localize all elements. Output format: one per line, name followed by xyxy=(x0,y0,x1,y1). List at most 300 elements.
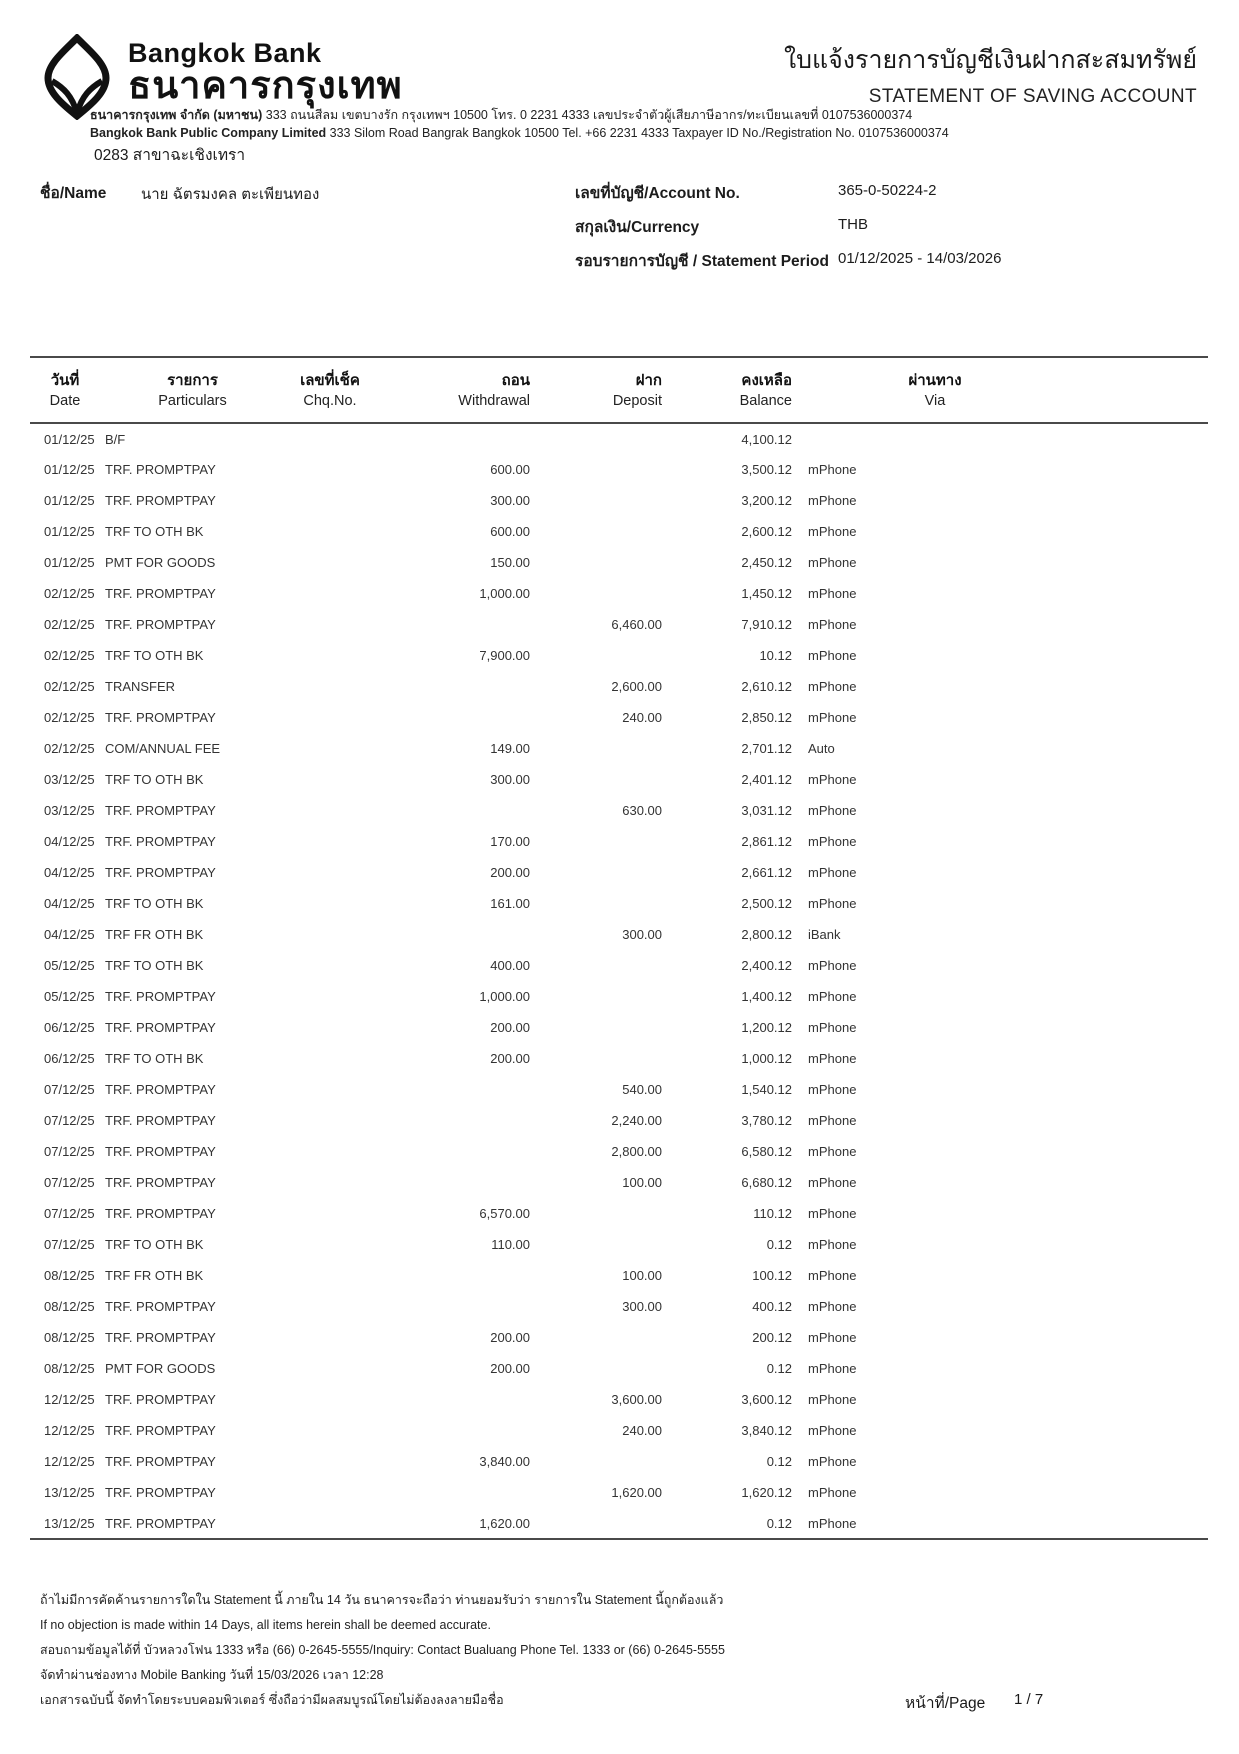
cell-particulars: TRF. PROMPTPAY xyxy=(105,1454,216,1469)
cell-date: 01/12/25 xyxy=(44,462,95,477)
cell-date: 07/12/25 xyxy=(44,1144,95,1159)
cell-via: mPhone xyxy=(808,710,857,725)
cell-date: 01/12/25 xyxy=(44,524,95,539)
cell-balance: 100.12 xyxy=(752,1268,792,1283)
cell-chq_no xyxy=(285,888,375,919)
cell-via: mPhone xyxy=(808,586,857,601)
cell-withdrawal: 200.00 xyxy=(490,1361,530,1376)
table-row xyxy=(30,1105,1208,1136)
cell-balance: 6,680.12 xyxy=(741,1175,792,1190)
cell-particulars: TRF. PROMPTPAY xyxy=(105,586,216,601)
cell-chq_no xyxy=(285,1260,375,1291)
cell-withdrawal: 200.00 xyxy=(490,1330,530,1345)
cell-via: mPhone xyxy=(808,462,857,477)
cell-date: 05/12/25 xyxy=(44,958,95,973)
cell-particulars: TRF. PROMPTPAY xyxy=(105,1485,216,1500)
cell-withdrawal xyxy=(375,702,530,733)
bank-address-th xyxy=(90,108,949,123)
cell-balance: 3,600.12 xyxy=(741,1392,792,1407)
cell-balance: 10.12 xyxy=(759,648,792,663)
cell-balance: 110.12 xyxy=(753,1206,792,1221)
account-no-label: เลขที่บัญชี/Account No. xyxy=(575,185,740,202)
cell-balance: 1,200.12 xyxy=(741,1020,792,1035)
cell-balance: 2,450.12 xyxy=(741,555,792,570)
cell-balance: 2,800.12 xyxy=(741,927,792,942)
cell-chq_no xyxy=(285,1322,375,1353)
cell-balance: 2,701.12 xyxy=(741,741,792,756)
cell-particulars: TRF. PROMPTPAY xyxy=(105,1515,216,1531)
cell-chq_no xyxy=(285,1446,375,1477)
cell-date: 04/12/25 xyxy=(44,896,95,911)
cell-balance: 6,580.12 xyxy=(741,1144,792,1159)
table-row xyxy=(30,764,1208,795)
currency-value: THB xyxy=(838,216,868,233)
column-header-withdrawal-en: Withdrawal xyxy=(458,393,530,409)
cell-chq_no xyxy=(285,1384,375,1415)
cell-via xyxy=(792,423,1208,454)
column-header-date-th: วันที่ xyxy=(50,371,80,389)
cell-date: 12/12/25 xyxy=(44,1423,95,1438)
cell-balance: 0.12 xyxy=(766,1361,792,1376)
cell-deposit: 240.00 xyxy=(622,710,662,725)
table-row xyxy=(30,795,1208,826)
cell-via: mPhone xyxy=(808,1020,857,1035)
cell-via: mPhone xyxy=(808,1392,857,1407)
account-no-value: 365-0-50224-2 xyxy=(838,182,937,199)
cell-deposit: 1,620.00 xyxy=(611,1485,662,1500)
cell-via: mPhone xyxy=(808,1515,857,1531)
cell-via: mPhone xyxy=(808,555,857,570)
cell-date: 08/12/25 xyxy=(44,1268,95,1283)
cell-date: 05/12/25 xyxy=(44,989,95,1004)
cell-via: mPhone xyxy=(808,1454,857,1469)
cell-withdrawal: 200.00 xyxy=(490,865,530,880)
cell-chq_no xyxy=(285,578,375,609)
cell-withdrawal: 150.00 xyxy=(490,555,530,570)
cell-withdrawal: 200.00 xyxy=(490,1020,530,1035)
cell-deposit xyxy=(530,547,662,578)
table-row xyxy=(30,1260,1208,1291)
cell-particulars: TRF. PROMPTPAY xyxy=(105,803,216,818)
cell-balance: 3,031.12 xyxy=(741,803,792,818)
cell-date: 06/12/25 xyxy=(44,1020,95,1035)
cell-withdrawal xyxy=(375,1477,530,1508)
page-label: หน้าที่/Page xyxy=(905,1695,986,1712)
cell-date: 04/12/25 xyxy=(44,834,95,849)
cell-deposit xyxy=(530,1012,662,1043)
cell-withdrawal xyxy=(375,671,530,702)
column-header-chq_no-th: เลขที่เช็ค xyxy=(300,371,360,389)
table-row xyxy=(30,1074,1208,1105)
cell-deposit xyxy=(530,733,662,764)
note-objection-th: ถ้าไม่มีการคัดค้านรายการใดใน Statement นี้ ภายใน 14 วัน ธนาคารจะถือว่า ท่านยอมรับว่า รายการใน Statement นี้ถูกต้องแล้ว xyxy=(40,1593,724,1607)
cell-deposit: 2,240.00 xyxy=(611,1113,662,1128)
table-row xyxy=(30,1446,1208,1477)
cell-via: mPhone xyxy=(808,958,857,973)
cell-via: mPhone xyxy=(808,1330,857,1345)
note-generated: จัดทำผ่านช่องทาง Mobile Banking วันที่ 15/03/2026 เวลา 12:28 xyxy=(40,1668,384,1682)
cell-date: 01/12/25 xyxy=(44,493,95,508)
cell-date: 07/12/25 xyxy=(44,1206,95,1221)
cell-balance: 2,610.12 xyxy=(741,679,792,694)
bank-address-th-name: ธนาคารกรุงเทพ จำกัด (มหาชน) xyxy=(90,108,263,122)
note-inquiry: สอบถามข้อมูลได้ที่ บัวหลวงโฟน 1333 หรือ (66) 0-2645-5555/Inquiry: Contact Bualuang Phone Tel. 1333 or (66) 0-2645-5555 xyxy=(40,1643,725,1657)
cell-via: mPhone xyxy=(808,617,857,632)
cell-date: 01/12/25 xyxy=(44,431,95,447)
column-header-via-th: ผ่านทาง xyxy=(908,371,962,389)
cell-via: mPhone xyxy=(808,834,857,849)
cell-chq_no xyxy=(285,609,375,640)
cell-deposit xyxy=(530,981,662,1012)
cell-withdrawal: 161.00 xyxy=(490,896,530,911)
cell-date: 12/12/25 xyxy=(44,1454,95,1469)
cell-deposit xyxy=(530,826,662,857)
cell-deposit xyxy=(530,516,662,547)
table-row xyxy=(30,1136,1208,1167)
cell-deposit: 100.00 xyxy=(622,1175,662,1190)
column-header-withdrawal-th: ถอน xyxy=(501,371,530,389)
cell-particulars: TRF TO OTH BK xyxy=(105,648,204,663)
table-row xyxy=(30,888,1208,919)
cell-particulars: TRF TO OTH BK xyxy=(105,958,204,973)
cell-via: mPhone xyxy=(808,1113,857,1128)
cell-chq_no xyxy=(285,671,375,702)
cell-withdrawal xyxy=(375,1384,530,1415)
cell-chq_no xyxy=(285,1136,375,1167)
cell-chq_no xyxy=(285,485,375,516)
header-row-en xyxy=(30,393,1208,423)
cell-via: mPhone xyxy=(808,896,857,911)
bank-name-en: Bangkok Bank xyxy=(128,38,322,68)
cell-balance: 0.12 xyxy=(766,1237,792,1252)
page-value: 1 / 7 xyxy=(1014,1691,1044,1708)
bank-logo-text xyxy=(128,34,403,105)
cell-date: 08/12/25 xyxy=(44,1299,95,1314)
cell-particulars: TRF TO OTH BK xyxy=(105,1237,204,1252)
transactions-header xyxy=(30,357,1208,423)
cell-withdrawal: 3,840.00 xyxy=(479,1454,530,1469)
cell-chq_no xyxy=(285,1508,375,1539)
document-title-th: ใบแจ้งรายการบัญชีเงินฝากสะสมทรัพย์ xyxy=(783,46,1197,74)
cell-particulars: TRF. PROMPTPAY xyxy=(105,1113,216,1128)
cell-chq_no xyxy=(285,1291,375,1322)
cell-chq_no xyxy=(285,950,375,981)
cell-chq_no xyxy=(285,547,375,578)
table-row xyxy=(30,1043,1208,1074)
cell-withdrawal: 6,570.00 xyxy=(479,1206,530,1221)
cell-particulars: TRF. PROMPTPAY xyxy=(105,617,216,632)
cell-particulars: TRF. PROMPTPAY xyxy=(105,462,216,477)
cell-date: 02/12/25 xyxy=(44,710,95,725)
cell-date: 08/12/25 xyxy=(44,1361,95,1376)
column-header-particulars-en: Particulars xyxy=(158,393,227,409)
cell-date: 02/12/25 xyxy=(44,648,95,663)
cell-withdrawal xyxy=(375,609,530,640)
cell-particulars: TRF TO OTH BK xyxy=(105,1051,204,1066)
cell-particulars: COM/ANNUAL FEE xyxy=(105,741,221,756)
branch-name: 0283 สาขาฉะเชิงเทรา xyxy=(94,147,246,164)
table-row xyxy=(30,981,1208,1012)
cell-deposit xyxy=(530,888,662,919)
cell-chq_no xyxy=(285,1415,375,1446)
transactions-table xyxy=(30,356,1208,1540)
table-row xyxy=(30,671,1208,702)
column-header-deposit-en: Deposit xyxy=(612,393,662,409)
cell-via: mPhone xyxy=(808,865,857,880)
cell-balance: 2,661.12 xyxy=(741,865,792,880)
document-title-en: STATEMENT OF SAVING ACCOUNT xyxy=(868,86,1197,107)
cell-particulars: TRF FR OTH BK xyxy=(105,927,204,942)
cell-via: mPhone xyxy=(808,772,857,787)
cell-balance: 2,401.12 xyxy=(741,772,792,787)
cell-chq_no xyxy=(285,640,375,671)
cell-via: iBank xyxy=(808,927,841,942)
cell-date: 13/12/25 xyxy=(44,1515,95,1531)
cell-withdrawal: 200.00 xyxy=(490,1051,530,1066)
cell-date: 06/12/25 xyxy=(44,1051,95,1066)
cell-balance: 1,000.12 xyxy=(741,1051,792,1066)
cell-particulars: TRF. PROMPTPAY xyxy=(105,710,216,725)
cell-particulars: TRF. PROMPTPAY xyxy=(105,989,216,1004)
cell-balance: 3,840.12 xyxy=(741,1423,792,1438)
cell-via: mPhone xyxy=(808,1051,857,1066)
cell-withdrawal: 300.00 xyxy=(490,493,530,508)
cell-deposit xyxy=(530,1043,662,1074)
cell-withdrawal: 7,900.00 xyxy=(479,648,530,663)
cell-deposit: 630.00 xyxy=(622,803,662,818)
table-row xyxy=(30,1415,1208,1446)
cell-particulars: TRF. PROMPTPAY xyxy=(105,1330,216,1345)
cell-balance: 3,200.12 xyxy=(741,493,792,508)
statement-period-label: รอบรายการบัญชี / Statement Period xyxy=(575,253,829,270)
table-row xyxy=(30,1012,1208,1043)
cell-withdrawal: 1,620.00 xyxy=(479,1515,530,1531)
cell-chq_no xyxy=(285,981,375,1012)
cell-via: mPhone xyxy=(808,493,857,508)
cell-chq_no xyxy=(285,423,375,454)
cell-via: Auto xyxy=(808,741,835,756)
transactions-body xyxy=(30,423,1208,1539)
cell-particulars: PMT FOR GOODS xyxy=(105,555,216,570)
cell-particulars: TRF TO OTH BK xyxy=(105,896,204,911)
cell-balance: 1,620.12 xyxy=(741,1485,792,1500)
column-header-via-en: Via xyxy=(924,393,946,409)
cell-particulars: TRF TO OTH BK xyxy=(105,772,204,787)
cell-date: 07/12/25 xyxy=(44,1175,95,1190)
document-title xyxy=(784,40,1197,108)
table-row xyxy=(30,547,1208,578)
cell-particulars: TRANSFER xyxy=(105,679,176,694)
column-header-balance-en: Balance xyxy=(739,393,792,409)
table-row xyxy=(30,857,1208,888)
header-row-th xyxy=(30,357,1208,393)
cell-particulars: PMT FOR GOODS xyxy=(105,1361,216,1376)
cell-deposit: 2,600.00 xyxy=(611,679,662,694)
cell-via: mPhone xyxy=(808,1237,857,1252)
cell-via: mPhone xyxy=(808,1299,857,1314)
cell-withdrawal: 600.00 xyxy=(490,462,530,477)
cell-deposit xyxy=(530,1353,662,1384)
cell-withdrawal xyxy=(375,919,530,950)
table-row xyxy=(30,423,1208,454)
bank-address-en-name: Bangkok Bank Public Company Limited xyxy=(90,126,327,140)
cell-chq_no xyxy=(285,702,375,733)
cell-deposit xyxy=(530,1508,662,1539)
cell-via: mPhone xyxy=(808,679,857,694)
cell-withdrawal: 400.00 xyxy=(490,958,530,973)
cell-chq_no xyxy=(285,857,375,888)
bank-address-en-detail: 333 Silom Road Bangrak Bangkok 10500 Tel. +66 2231 4333 Taxpayer ID No./Registration No. 0107536000374 xyxy=(329,126,949,140)
cell-withdrawal xyxy=(375,1074,530,1105)
cell-withdrawal xyxy=(375,1105,530,1136)
column-header-deposit-th: ฝาก xyxy=(635,371,662,389)
table-row xyxy=(30,1477,1208,1508)
cell-date: 12/12/25 xyxy=(44,1392,95,1407)
cell-date: 02/12/25 xyxy=(44,679,95,694)
cell-via: mPhone xyxy=(808,524,857,539)
cell-date: 07/12/25 xyxy=(44,1237,95,1252)
table-row xyxy=(30,578,1208,609)
cell-particulars: TRF TO OTH BK xyxy=(105,524,204,539)
cell-chq_no xyxy=(285,1105,375,1136)
cell-deposit xyxy=(530,764,662,795)
cell-chq_no xyxy=(285,1043,375,1074)
cell-balance: 4,100.12 xyxy=(741,431,792,447)
cell-chq_no xyxy=(285,919,375,950)
cell-balance: 0.12 xyxy=(766,1515,792,1531)
cell-chq_no xyxy=(285,1074,375,1105)
cell-via: mPhone xyxy=(808,803,857,818)
cell-chq_no xyxy=(285,516,375,547)
column-header-chq_no-en: Chq.No. xyxy=(303,393,357,409)
cell-chq_no xyxy=(285,1198,375,1229)
table-row xyxy=(30,1167,1208,1198)
cell-via: mPhone xyxy=(808,1175,857,1190)
cell-deposit xyxy=(530,640,662,671)
cell-via: mPhone xyxy=(808,1485,857,1500)
cell-via: mPhone xyxy=(808,1144,857,1159)
table-row xyxy=(30,454,1208,485)
cell-balance: 1,400.12 xyxy=(741,989,792,1004)
cell-withdrawal xyxy=(375,1291,530,1322)
cell-deposit: 240.00 xyxy=(622,1423,662,1438)
cell-particulars: TRF. PROMPTPAY xyxy=(105,834,216,849)
cell-particulars: TRF. PROMPTPAY xyxy=(105,1392,216,1407)
cell-balance: 3,780.12 xyxy=(741,1113,792,1128)
cell-date: 07/12/25 xyxy=(44,1082,95,1097)
cell-particulars: TRF. PROMPTPAY xyxy=(105,493,216,508)
cell-via: mPhone xyxy=(808,989,857,1004)
cell-date: 04/12/25 xyxy=(44,865,95,880)
cell-chq_no xyxy=(285,764,375,795)
cell-deposit xyxy=(530,1322,662,1353)
cell-chq_no xyxy=(285,826,375,857)
currency-label: สกุลเงิน/Currency xyxy=(575,219,700,236)
table-row xyxy=(30,702,1208,733)
cell-date: 07/12/25 xyxy=(44,1113,95,1128)
cell-particulars: TRF. PROMPTPAY xyxy=(105,1144,216,1159)
column-header-date-en: Date xyxy=(49,393,81,409)
cell-balance: 2,500.12 xyxy=(741,896,792,911)
cell-date: 13/12/25 xyxy=(44,1485,95,1500)
table-row xyxy=(30,516,1208,547)
cell-chq_no xyxy=(285,454,375,485)
table-row xyxy=(30,1353,1208,1384)
cell-via: mPhone xyxy=(808,1268,857,1283)
cell-deposit xyxy=(530,578,662,609)
cell-withdrawal: 600.00 xyxy=(490,524,530,539)
cell-chq_no xyxy=(285,733,375,764)
cell-particulars: TRF. PROMPTPAY xyxy=(105,1206,216,1221)
cell-withdrawal xyxy=(375,1136,530,1167)
cell-balance: 1,450.12 xyxy=(741,586,792,601)
cell-chq_no xyxy=(285,1229,375,1260)
cell-particulars: TRF. PROMPTPAY xyxy=(105,1020,216,1035)
cell-balance: 3,500.12 xyxy=(741,462,792,477)
cell-withdrawal: 110.00 xyxy=(491,1237,530,1252)
cell-deposit: 300.00 xyxy=(622,927,662,942)
table-row xyxy=(30,640,1208,671)
cell-date: 03/12/25 xyxy=(44,803,95,818)
statement-period-value: 01/12/2025 - 14/03/2026 xyxy=(838,250,1002,267)
table-row xyxy=(30,733,1208,764)
table-row xyxy=(30,950,1208,981)
cell-balance: 2,850.12 xyxy=(741,710,792,725)
cell-particulars: TRF. PROMPTPAY xyxy=(105,1082,216,1097)
cell-deposit xyxy=(530,423,662,454)
table-row xyxy=(30,826,1208,857)
cell-deposit xyxy=(530,857,662,888)
bank-name-th: ธนาคารกรุงเทพ xyxy=(128,65,403,107)
cell-via: mPhone xyxy=(808,1206,857,1221)
table-row xyxy=(30,1291,1208,1322)
column-header-balance-th: คงเหลือ xyxy=(741,371,792,389)
name-value: นาย ฉัตรมงคล ตะเพียนทอง xyxy=(141,186,320,203)
cell-chq_no xyxy=(285,795,375,826)
cell-deposit: 3,600.00 xyxy=(611,1392,662,1407)
cell-deposit xyxy=(530,1198,662,1229)
cell-balance: 2,600.12 xyxy=(741,524,792,539)
cell-withdrawal: 149.00 xyxy=(490,741,530,756)
name-label: ชื่อ/Name xyxy=(40,185,107,202)
cell-deposit: 2,800.00 xyxy=(611,1144,662,1159)
cell-date: 01/12/25 xyxy=(44,555,95,570)
table-row xyxy=(30,919,1208,950)
cell-date: 02/12/25 xyxy=(44,617,95,632)
table-row xyxy=(30,609,1208,640)
cell-particulars: TRF. PROMPTPAY xyxy=(105,1423,216,1438)
cell-balance: 200.12 xyxy=(752,1330,792,1345)
cell-deposit: 300.00 xyxy=(622,1299,662,1314)
bank-address-en xyxy=(90,126,949,141)
cell-deposit xyxy=(530,485,662,516)
cell-deposit xyxy=(530,454,662,485)
cell-withdrawal xyxy=(375,1260,530,1291)
cell-particulars: TRF FR OTH BK xyxy=(105,1268,204,1283)
cell-date: 04/12/25 xyxy=(44,927,95,942)
table-row xyxy=(30,1198,1208,1229)
cell-chq_no xyxy=(285,1012,375,1043)
cell-withdrawal: 1,000.00 xyxy=(479,989,530,1004)
table-row xyxy=(30,1508,1208,1539)
cell-via: mPhone xyxy=(808,648,857,663)
cell-withdrawal xyxy=(375,1415,530,1446)
cell-balance: 7,910.12 xyxy=(741,617,792,632)
cell-balance: 0.12 xyxy=(766,1454,792,1469)
cell-balance: 1,540.12 xyxy=(741,1082,792,1097)
cell-deposit xyxy=(530,1446,662,1477)
cell-deposit: 100.00 xyxy=(622,1268,662,1283)
